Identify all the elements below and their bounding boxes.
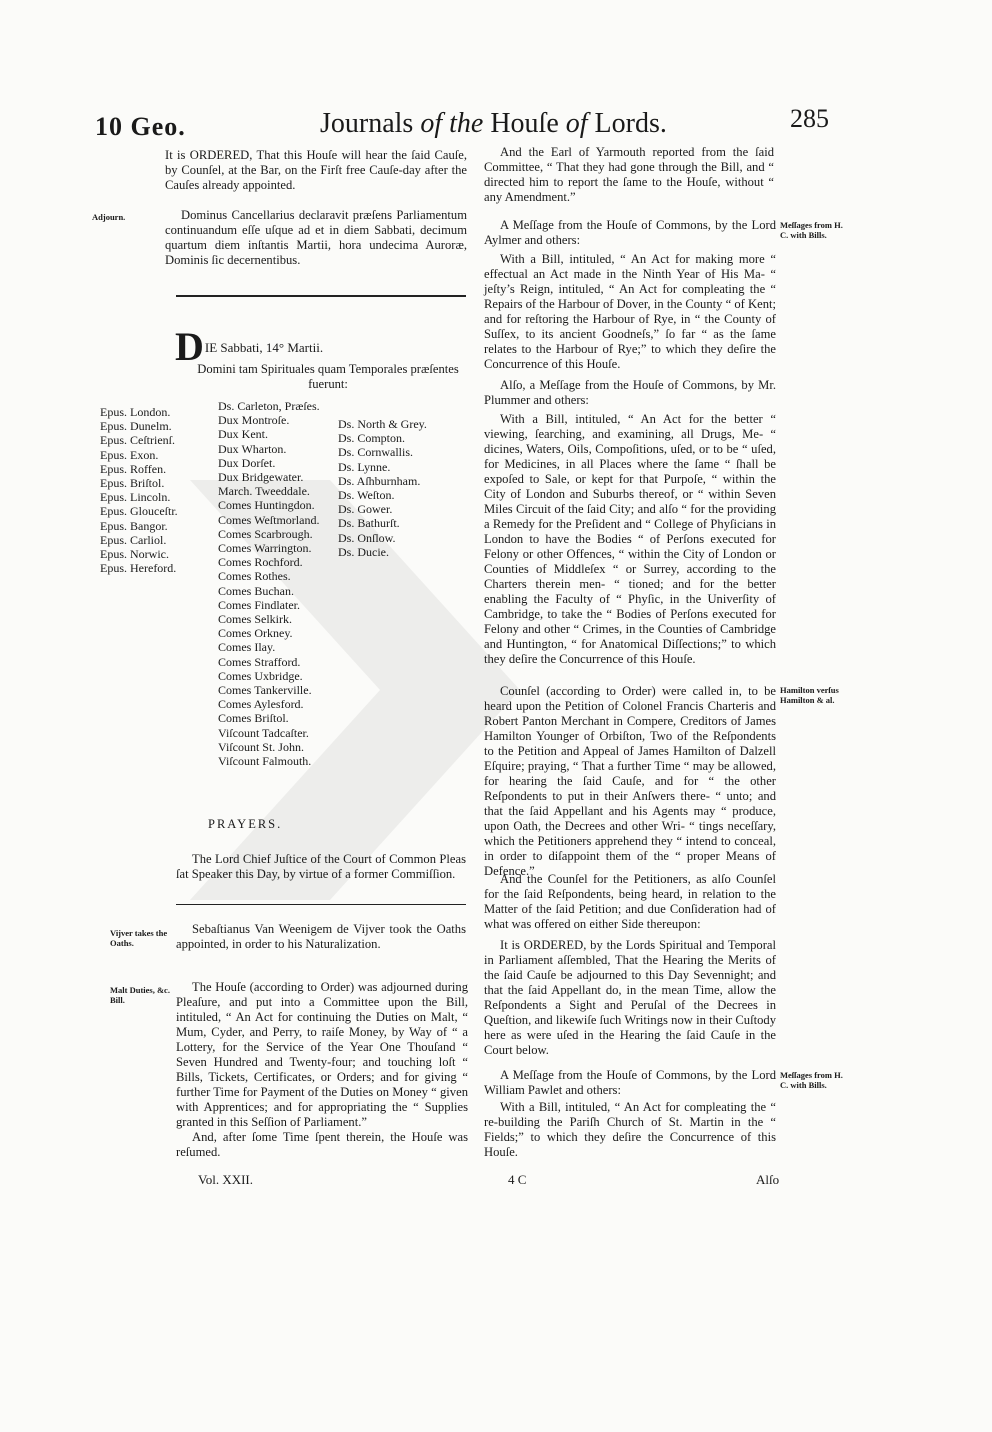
margin-note-adjourn: Adjourn. [92,212,126,222]
lord-name: Ds. Cornwallis. [338,445,413,460]
lords-list-middle [218,399,320,768]
ordered-hearing-text: It is ORDERED, by the Lords Spiritual and Temporal in Parliament aſſembled, That the Hearing the Merits of the ſaid Cauſe be adjourned to this Day Sevennight; and that the ſaid Appellant do, in the mean Time, allow the Reſpondents a Sight and Peruſal of the Decrees in Queſtion, and likewiſe ſuch Writings now in their Cuſtody here as were uſed in the Hearing the ſaid Cauſe in the Court below. [484,938,776,1057]
bishop-name: Epus. Briſtol. [100,476,165,491]
margin-note-messages-2: Meſſages from H. C. with Bills. [780,1070,843,1090]
message-pawlet-text: A Meſſage from the Houſe of Commons, by the Lord William Pawlet and others: [484,1068,776,1097]
counsel-heard-text: And the Counſel for the Petitioners, as alſo Counſel for the ſaid Reſpondents, being heard, in relation to the Matter of the ſaid Petition; and due Conſideration had of what was offered on either Side thereupon: [484,872,776,931]
lord-name: Comes Tankerville. [218,683,312,698]
malt-bill-paragraph [176,980,468,1130]
lord-name: Ds. Compton. [338,431,406,446]
bishop-name: Epus. Glouceſtr. [100,504,178,519]
lord-name: Comes Strafford. [218,654,301,669]
order-hear-cause: It is ORDERED, That this Houſe will hear the ſaid Cauſe, by Counſel, at the Bar, on the Firſt free Cauſe-day after the Cauſes already appointed. [165,148,467,192]
prayers-heading: PRAYERS. [208,817,283,831]
lords-list-right [338,417,427,559]
bishop-name: Epus. Carliol. [100,532,167,547]
volume-number: Vol. XXII. [198,1172,254,1187]
resumed-text: And, after ſome Time ſpent therein, the Houſe was reſumed. [176,1130,468,1159]
page-number: 285 [790,104,829,133]
counsel-paragraph [484,684,776,879]
bishop-name: Epus. London. [100,405,171,419]
margin-note-hamilton: Hamilton verſus Hamilton & al. [780,685,839,705]
bill-st-martin-text: With a Bill, intituled, “ An Act for compleating the “ re-building the Pariſh Church of St. Martin in the “ Fields;” to which they deſire the Concurrence of this Houſe. [484,1100,776,1159]
lord-name: Ds. Lynne. [338,459,391,474]
bill-st-martin [484,1100,776,1160]
title-lords: Lords. [594,108,667,139]
drop-cap: D [175,324,204,369]
lord-name: Dux Bridgewater. [218,470,304,485]
bishop-name: Epus. Dunelm. [100,419,172,434]
message-aylmer-text: A Meſſage from the Houſe of Commons, by the Lord Aylmer and others: [484,218,776,247]
message-pawlet [484,1068,776,1098]
vijver-paragraph [176,922,466,952]
message-plummer-text: Alſo, a Meſſage from the Houſe of Commons, by Mr. Plummer and others: [484,378,776,407]
bishop-name: Epus. Norwic. [100,547,169,562]
lord-name: Ds. Weſton. [338,488,395,503]
lord-name: Dux Dorſet. [218,455,276,470]
present-heading: Domini tam Spirituales quam Temporales præſentes fuerunt: [197,362,459,391]
lord-name: Comes Selkirk. [218,612,292,627]
catchword: Alſo [756,1172,780,1187]
ordered-hearing-paragraph [484,938,776,1058]
title-house: Houſe [490,108,559,139]
running-head-title [320,108,667,140]
lord-name: Comes Buchan. [218,583,294,598]
bishop-name: Epus. Lincoln. [100,490,171,505]
lord-name: Comes Uxbridge. [218,668,303,683]
lord-name: Comes Weſtmorland. [218,512,320,527]
lord-name: Ds. Gower. [338,502,393,517]
adjournment-latin [165,208,467,268]
bishop-name: Epus. Exon. [100,447,159,462]
resumed-paragraph [176,1130,468,1160]
bill-dover-rye-text: With a Bill, intituled, “ An Act for making more “ effectual an Act made in the Ninth Year of His Ma- “ jeſty’s Reign, intituled, “ An Act for compleating the “ Repairs of the Harbour of Dover, in the County “ of Kent; and for reſtoring the Harbour of Rye, in “ the County of Suſſex, to its ancient Goodneſs,” ſo far “ as the ſame relates to the Harbour of Rye;” to which they deſire the Concurrence of this Houſe. [484,252,776,371]
lord-name: Comes Huntingdon. [218,498,315,513]
bishop-name: Epus. Ceſtrienſ. [100,433,175,448]
lord-name: Comes Scarbrough. [218,526,313,541]
yarmouth-report [484,145,774,205]
running-head-regnal-year: 10 Geo. [95,112,186,141]
lord-name: Comes Orkney. [218,626,293,641]
bishops-list [100,405,178,575]
margin-note-malt: Malt Duties, &c. Bill. [110,985,170,1005]
yarmouth-text: And the Earl of Yarmouth reported from the ſaid Committee, “ That they had gone through the Bill, and “ directed him to report the ſame to the Houſe, without “ any Amendment.” [484,145,774,204]
lord-name: Viſcount Falmouth. [218,754,312,769]
margin-note-messages-1: Meſſages from H. C. with Bills. [780,220,843,240]
malt-bill-text: The Houſe (according to Order) was adjourned during Pleaſure, and put into a Committee upon the Bill, intituled, “ An Act for continuing the Duties on Malt, “ Mum, Cyder, and Perry, to raiſe Money, by Way of “ a Lottery, for the Service of the Year One Thouſand “ Seven Hundred and Twenty-four; and touching loſt “ Bills, Tickets, Certificates, or Orders; and for giving “ further Time for Payment of the Duties on Money “ given with Apprentices; and for appropriating the “ Supplies granted in this Seſſion of Parliament.” [176,980,468,1129]
lord-name: Ds. Bathurſt. [338,516,400,531]
title-journals: Journals [320,108,414,139]
lord-name: Ds. North & Grey. [338,417,427,431]
vijver-text: Sebaſtianus Van Weenigem de Vijver took the Oaths appointed, in order to his Naturalization. [176,922,466,951]
bill-drugs [484,412,776,667]
day-heading-text: IE Sabbati, 14° Martii. [204,340,324,355]
title-of: of [420,108,443,139]
title-the: the [449,108,484,139]
lord-name: Comes Ilay. [218,640,276,655]
lord-name: Comes Findlater. [218,597,300,612]
title-of-2: of [565,108,588,139]
lord-name: Comes Warrington. [218,541,312,556]
bishop-name: Epus. Hereford. [100,561,177,576]
lord-name: Ds. Aſhburnham. [338,473,421,488]
counsel-heard-paragraph [484,872,776,932]
lord-name: March. Tweeddale. [218,484,310,499]
lord-name: Viſcount St. John. [218,739,304,754]
day-heading [175,324,324,369]
signature-mark: 4 C [508,1172,527,1187]
lord-name: Dux Montroſe. [218,413,290,428]
counsel-text: Counſel (according to Order) were called in, to be heard upon the Petition of Colonel Francis Charteris and Robert Panton Merchant in Compere, Creditors of James Hamilton Younger of Orbiſton, Two of the Reſpondents to the Petition and Appeal of James Hamilton of Dalzell Eſquire; praying, “ That a further Time “ may be allowed, for hearing the ſaid Cauſe, and for “ the other Reſpondents to put in their Anſwers there- “ unto; and that the ſaid Appellant and his Agents may “ produce, upon Oath, the Decrees and other Wri- “ tings neceſſary, which the Petitioners apprehend they “ intend to conceal, in order to diſappoint them of the “ proper Means of Defence.” [484,684,776,878]
lord-name: Comes Rochford. [218,555,303,570]
margin-note-vijver: Vijver takes the Oaths. [110,928,168,948]
speaker-paragraph [176,852,466,882]
section-rule-2 [176,904,466,905]
bishop-name: Epus. Bangor. [100,518,168,533]
lord-name: Comes Rothes. [218,569,291,584]
lord-name: Viſcount Tadcaſter. [218,725,309,740]
lord-name: Comes Briſtol. [218,711,289,726]
speaker-text: The Lord Chief Juſtice of the Court of Common Pleas ſat Speaker this Day, by virtue of a former Commiſſion. [176,852,466,881]
adjournment-text: Dominus Cancellarius declaravit præſens Parliamentum continuandum eſſe uſque ad et in diem Sabbati, decimum quartum diem inſtantis Martii, hora undecima Auroræ, Dominis ſic decernentibus. [165,208,467,267]
message-plummer [484,378,776,408]
lord-name: Comes Aylesford. [218,697,304,712]
bill-drugs-text: With a Bill, intituled, “ An Act for the better “ viewing, ſearching, and examining, all Drugs, Me- “ dicines, Waters, Oils, Compoſitions, uſed, or to be “ uſed, for Medicines, in all Places where the ſame “ ſhall be expoſed to Sale, or kept for that Purpoſe, “ within the City of London and Suburbs thereof, or “ within Seven Miles Circuit of the ſaid City; and alſo “ for the providing a Remedy for the Preſident and “ College of Phyſicians in London to have the Bodies “ of Perſons executed for Felony or other Offences, “ within the City of London or Counties of Middleſex “ or Surrey, according to the Charters therein men- “ tioned; and for the better enabling the Faculty of “ Phyſic, in the Univerſity of Cambridge, to take the “ Bodies of Perſons executed for Felony and other “ Crimes, in the Counties of Cambridge and Huntington, “ for Anatomical Diſſections;” to which they deſire the Concurrence of this Houſe. [484,412,776,666]
section-rule [176,295,466,297]
message-aylmer [484,218,776,248]
lord-name: Ds. Ducie. [338,544,389,559]
bishop-name: Epus. Roffen. [100,461,167,476]
lord-name: Ds. Onſlow. [338,530,396,545]
lord-name: Dux Wharton. [218,441,287,456]
bill-dover-rye [484,252,776,372]
lord-name: Ds. Carleton, Præſes. [218,399,320,413]
lord-name: Dux Kent. [218,427,268,442]
